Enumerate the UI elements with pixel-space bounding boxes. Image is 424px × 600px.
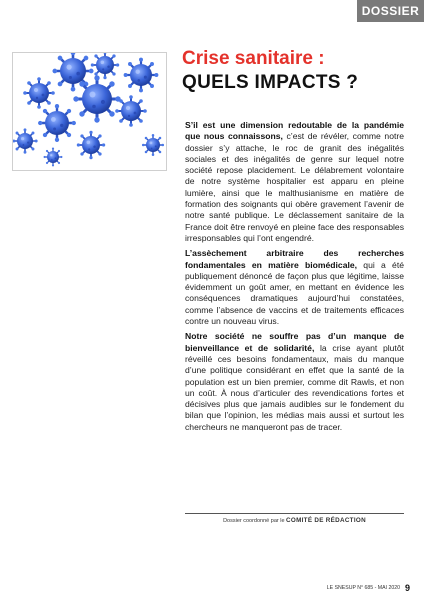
title-line-1: Crise sanitaire : [182,48,325,69]
article-body [185,120,404,437]
paragraph-2 [185,248,404,327]
paragraph-1 [185,120,404,244]
paragraph-3-lead: Notre société ne souffre pas d’un manque de bienveillance et de solidarité, [185,331,404,353]
credit-prefix: Dossier coordonné par le [223,518,285,524]
issue-label: LE SNESUP N° 685 - MAI 2020 [326,585,400,591]
section-tag: DOSSIER [357,0,424,22]
page-footer [327,583,410,593]
paragraph-1-text: c’est de révéler, comme notre dossier s’y attache, le roc de granit des inégalités sociales et des inégalités de genre sur lequel notre société repose placidement. Le délabrement volontaire de notre système hospitalier est apparu en pleine lumière, ainsi que le malthusianisme en matière de formation des soignants qui obère gravement l’avenir de notre santé publique. Le déclassement sanitaire de la France doit être renvoyé en pleine face des responsables irresponsables qui l’ont engendré. [185,131,404,243]
credit-divider [185,513,404,514]
paragraph-3 [185,331,404,433]
paragraph-3-text: la crise ayant plutôt réveillé ces besoins fondamentaux, mais du manque d’une politique considérant en effet que la santé de la population est un bien premier, comme dit Rawls, et non un coût. À nous d’articuler des revendications fortes et décisives plus que jamais audibles sur le fondement du bilan que l’opinion, les médias mais aussi et surtout les chercheurs ne manqueront pas de tracer. [185,342,404,432]
paragraph-2-text: qui a été publiquement dénoncé de façon plus que légitime, laisse évidemment un goût amer, en mettant en évidence les conséquences dramatiques aujourd’hui constatées, comme l’absence de vaccins et de traitements efficaces contre un nouveau virus. [185,259,404,327]
credit-author: COMITÉ DE RÉDACTION [286,517,366,524]
credit-line [185,517,404,524]
coronavirus-icon [13,53,166,170]
title-line-2: QUELS IMPACTS ? [182,72,359,93]
coronavirus-illustration [12,52,167,171]
paragraph-2-lead: L’assèchement arbitraire des recherches fondamentales en matière biomédicale, [185,248,404,270]
article-title [182,47,412,95]
paragraph-1-lead: S’il est une dimension redoutable de la pandémie que nous connaissons, [185,120,404,142]
page-number: 9 [404,583,410,593]
